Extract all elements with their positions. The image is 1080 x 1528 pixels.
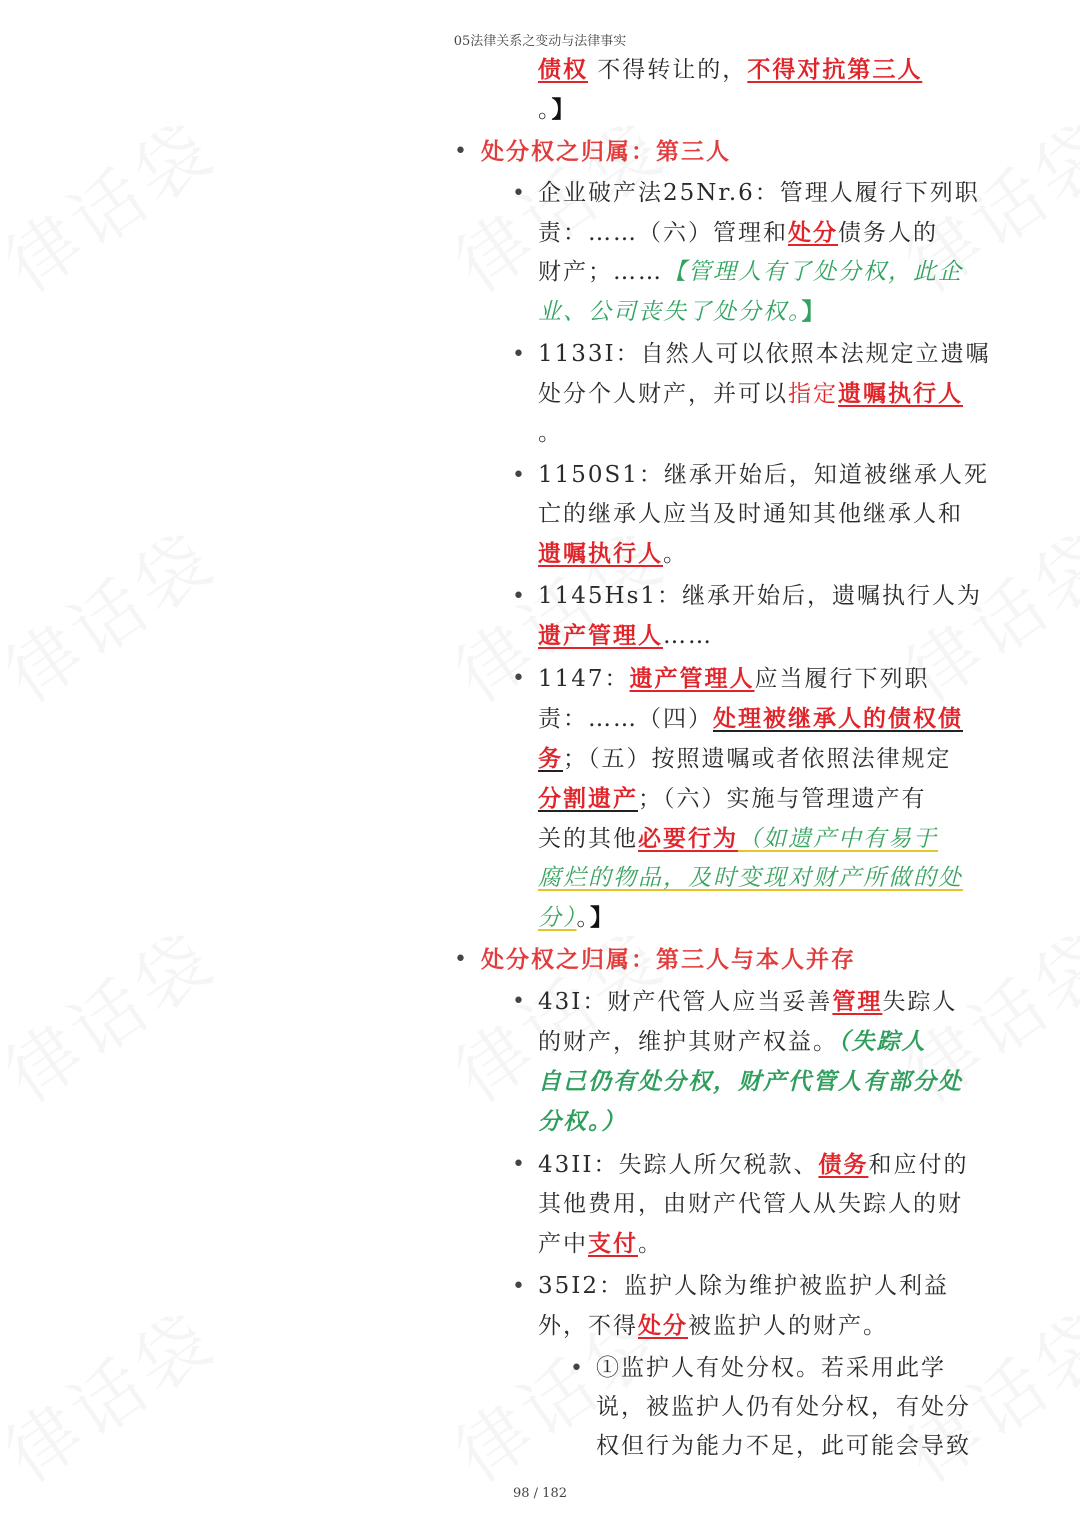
bullet-icon: • <box>512 1152 525 1177</box>
watermark <box>0 1282 233 1501</box>
text-line: 其他费用，由财产代管人从失踪人的财 <box>538 1191 963 1217</box>
list-item <box>450 174 1010 332</box>
text-line: 责：……（四）处理被继承人的债权债 <box>538 705 963 732</box>
text-line: 业、公司丧失了处分权。】 <box>538 298 827 325</box>
text-line: 1147：遗产管理人应当履行下列职 <box>538 665 930 692</box>
page-number: 98 / 182 <box>513 1486 567 1501</box>
list-item <box>450 940 1010 979</box>
text-line: 。】 <box>538 96 577 123</box>
bullet-icon: • <box>570 1356 583 1381</box>
bullet-icon: • <box>512 989 525 1014</box>
text-line: 产中支付。 <box>538 1230 663 1257</box>
list-item <box>450 1349 1010 1466</box>
text-line: 43I：财产代管人应当妥善管理失踪人 <box>538 988 958 1015</box>
text-line: 遗产管理人…… <box>538 622 713 649</box>
text-line: 1150S1：继承开始后，知道被继承人死 <box>538 462 989 488</box>
text-line: 的财产，维护其财产权益。（失踪人 <box>538 1028 927 1055</box>
section-heading: 处分权之归属：第三人 <box>481 138 731 165</box>
list-item <box>450 577 1010 656</box>
text-line: 腐烂的物品，及时变现对财产所做的处 <box>538 865 963 891</box>
text-line: 35I2：监护人除为维护被监护人利益 <box>538 1273 949 1299</box>
text-line: 债权 不得转让的，不得对抗第三人 <box>538 56 923 83</box>
text-line: 43II：失踪人所欠税款、债务和应付的 <box>538 1151 969 1178</box>
emphasis: 债权 <box>538 56 588 83</box>
text-line: ①监护人有处分权。若采用此学 <box>596 1355 946 1381</box>
list-item <box>450 132 1010 171</box>
text-line: 遗嘱执行人。 <box>538 540 688 567</box>
list-item <box>450 1267 1010 1346</box>
bullet-icon: • <box>512 584 525 609</box>
text-line: 分割遗产；（六）实施与管理遗产有 <box>538 785 927 812</box>
section-heading: 处分权之归属：第三人与本人并存 <box>481 946 856 973</box>
bullet-icon: • <box>512 463 525 488</box>
text-line: 1133I：自然人可以依照本法规定立遗嘱 <box>538 341 991 367</box>
text-line: 责：……（六）管理和处分债务人的 <box>538 219 938 246</box>
watermark <box>0 502 233 721</box>
text-line: 说，被监护人仍有处分权，有处分 <box>596 1394 971 1420</box>
bullet-icon: • <box>512 181 525 206</box>
emphasis: 不得对抗第三人 <box>747 56 923 83</box>
bullet-icon: • <box>512 342 525 367</box>
text-line: 分权。） <box>538 1108 627 1135</box>
text-line: 财产；……【管理人有了处分权，此企 <box>538 259 963 285</box>
text-line: 外，不得处分被监护人的财产。 <box>538 1312 888 1339</box>
bullet-icon: • <box>454 139 467 164</box>
text-line: 关的其他必要行为（如遗产中有易于 <box>538 825 938 852</box>
text-line: 。 <box>538 420 563 446</box>
list-item <box>450 1145 1010 1264</box>
bullet-icon: • <box>512 1274 525 1299</box>
text-line: 自己仍有处分权，财产代管人有部分处 <box>538 1068 963 1095</box>
continuation-block <box>450 50 1010 130</box>
bullet-icon: • <box>512 666 525 691</box>
list-item <box>450 335 1010 453</box>
text-line: 权但行为能力不足，此可能会导致 <box>596 1433 971 1459</box>
text-line: 务；（五）按照遗嘱或者依照法律规定 <box>538 745 952 772</box>
page-header: 05法律关系之变动与法律事实 <box>453 34 627 49</box>
list-item <box>450 456 1010 574</box>
text-line: 亡的继承人应当及时通知其他继承人和 <box>538 501 963 527</box>
bullet-icon: • <box>454 947 467 972</box>
watermark <box>0 92 233 311</box>
text-line: 分）。】 <box>538 904 615 931</box>
list-item <box>450 982 1010 1142</box>
document-body <box>450 50 1010 1466</box>
text-line: 企业破产法25Nr.6：管理人履行下列职 <box>538 180 980 206</box>
text-line: 处分个人财产，并可以指定遗嘱执行人 <box>538 380 963 407</box>
text-line: 1145Hs1：继承开始后，遗嘱执行人为 <box>538 583 983 609</box>
watermark <box>0 902 233 1121</box>
list-item <box>450 659 1010 938</box>
